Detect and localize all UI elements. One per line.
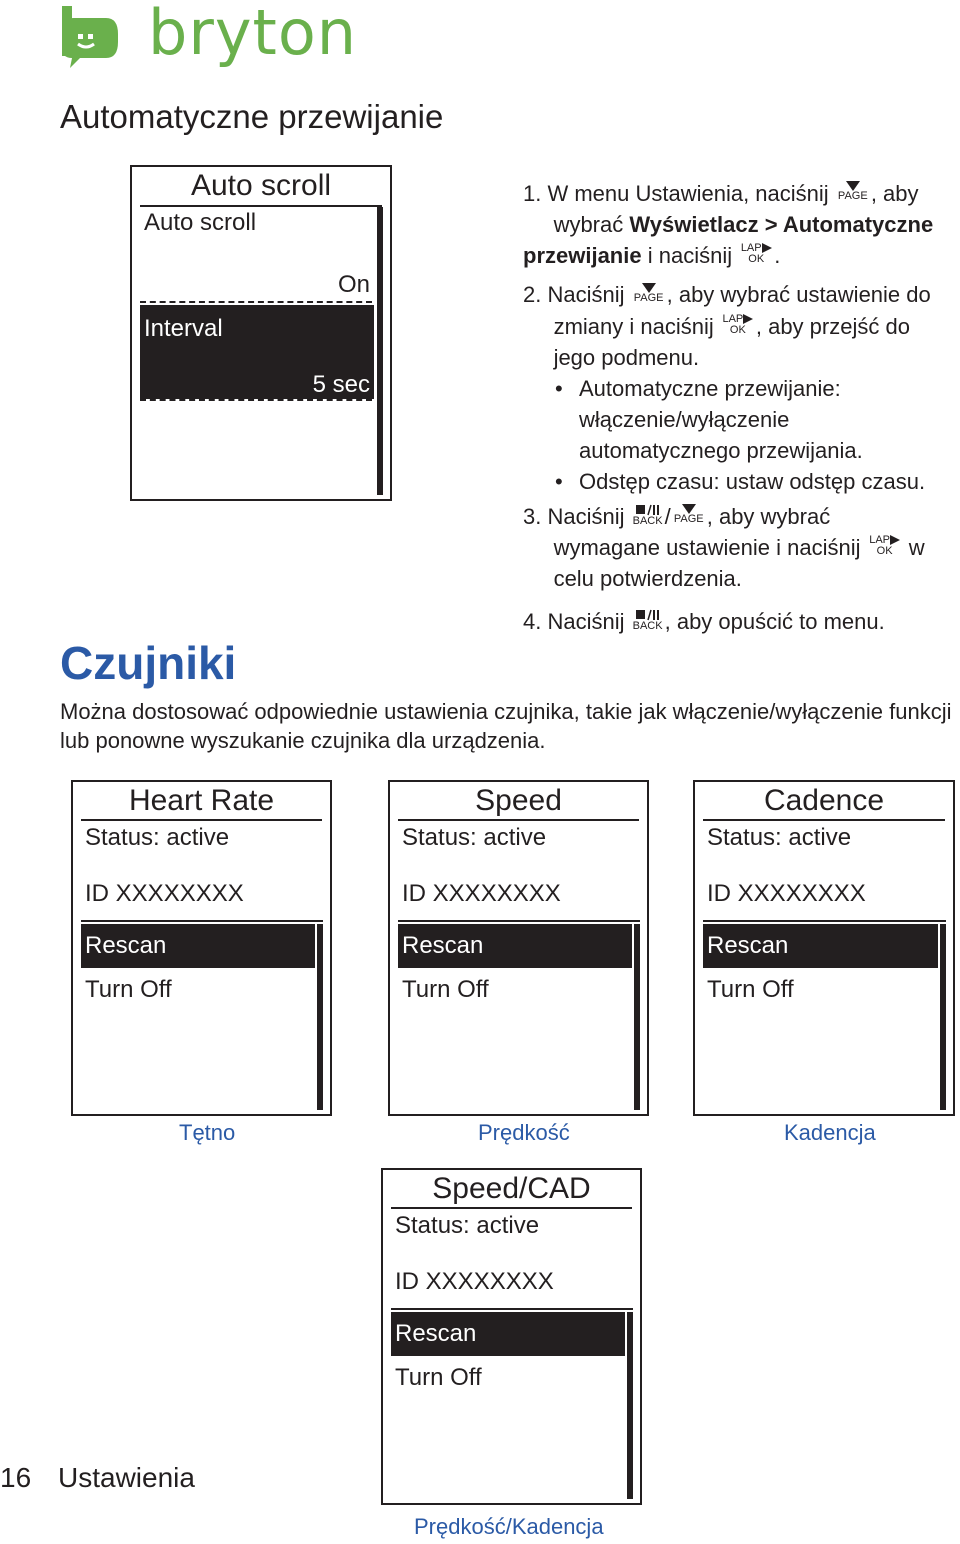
scrollbar xyxy=(317,924,323,1110)
scrollbar xyxy=(377,207,383,495)
page-number: 16 xyxy=(0,1462,32,1493)
divider xyxy=(81,920,323,922)
sensor-id: ID XXXXXXXX xyxy=(707,880,866,907)
brand-name: bryton xyxy=(148,0,358,69)
screen-title: Cadence xyxy=(763,784,885,817)
lap-ok-key-icon: LAP OK xyxy=(738,243,774,271)
screen-title: Auto scroll xyxy=(190,169,332,202)
divider xyxy=(398,920,640,922)
footer-section-label: Ustawienia xyxy=(58,1462,195,1493)
turn-off-option: Turn Off xyxy=(402,976,489,1003)
speed-screen xyxy=(388,780,649,1116)
caption-speed-cadence: Prędkość/Kadencja xyxy=(414,1514,604,1539)
status-text: Status: active xyxy=(395,1212,540,1239)
title-underline xyxy=(391,1207,632,1209)
step-1: 1. W menu Ustawienia, naciśnij PAGE , aby wybrać Wyświetlacz > Automatyczne przewijanie i naciśnij LAP OK . xyxy=(523,178,960,271)
interval-value: 5 sec xyxy=(312,371,370,398)
lap-ok-key-icon: LAP OK xyxy=(720,314,756,342)
section-title-auto-scroll: Automatyczne przewijanie xyxy=(60,98,444,135)
step-2: 2. Naciśnij PAGE , aby wybrać ustawienie do zmiany i naciśnij LAP OK , aby przejść do jego podmenu. xyxy=(523,282,931,370)
instruction-steps xyxy=(523,178,960,637)
divider xyxy=(391,1308,633,1310)
speed-cad-screen xyxy=(381,1168,642,1505)
back-key-icon: BACK xyxy=(631,609,665,637)
status-text: Status: active xyxy=(402,824,547,851)
auto-scroll-label: Auto scroll xyxy=(144,209,257,236)
page-key-icon: PAGE xyxy=(631,283,667,311)
heart-rate-screen xyxy=(71,780,332,1116)
rescan-option: Rescan xyxy=(395,1320,477,1347)
scrollbar xyxy=(940,924,946,1110)
step-3: 3. Naciśnij BACK/ PAGE , aby wybrać wymagane ustawienie i naciśnij LAP OK w celu potwierdzenia. xyxy=(523,503,925,592)
screen-title: Heart Rate xyxy=(128,784,275,817)
rescan-option: Rescan xyxy=(85,932,167,959)
status-text: Status: active xyxy=(85,824,230,851)
scrollbar xyxy=(634,924,640,1110)
dashed-divider xyxy=(140,399,372,401)
sensors-intro: Można dostosować odpowiednie ustawienia czujnika, takie jak włączenie/wyłączenie funkcji lub ponowne wyszukanie czujnika dla urządzenia. xyxy=(60,699,952,753)
sensor-id: ID XXXXXXXX xyxy=(402,880,561,907)
divider xyxy=(703,920,946,922)
sensor-id: ID XXXXXXXX xyxy=(85,880,244,907)
page-key-icon: PAGE xyxy=(671,504,707,532)
title-underline xyxy=(398,819,639,821)
bullet-interval: • Odstęp czasu: ustaw odstęp czasu. xyxy=(555,468,926,494)
turn-off-option: Turn Off xyxy=(85,976,172,1003)
bryton-logo xyxy=(60,0,358,74)
turn-off-option: Turn Off xyxy=(395,1364,482,1391)
status-text: Status: active xyxy=(707,824,852,851)
caption-heart-rate: Tętno xyxy=(179,1120,236,1145)
screen-title: Speed xyxy=(475,784,562,817)
title-underline xyxy=(703,819,945,821)
auto-scroll-screen xyxy=(130,165,392,501)
rescan-option: Rescan xyxy=(707,932,789,959)
cadence-screen xyxy=(693,780,955,1116)
bryton-logo-icon xyxy=(60,4,130,74)
interval-label: Interval xyxy=(144,315,223,342)
back-key-icon: BACK xyxy=(631,504,665,532)
auto-scroll-value: On xyxy=(337,271,370,298)
scrollbar xyxy=(627,1312,633,1499)
step-4: 4. Naciśnij BACK, aby opuścić to menu. xyxy=(523,606,960,637)
bullet-auto-scroll: • Automatyczne przewijanie: włączenie/wyłączenie automatycznego przewijania. xyxy=(555,375,863,463)
sensor-id: ID XXXXXXXX xyxy=(395,1268,554,1295)
screen-title: Speed/CAD xyxy=(432,1172,591,1205)
section-title-sensors: Czujniki xyxy=(60,637,237,689)
caption-cadence: Kadencja xyxy=(784,1120,876,1145)
title-underline xyxy=(81,819,322,821)
turn-off-option: Turn Off xyxy=(707,976,794,1003)
title-underline xyxy=(140,205,382,207)
caption-speed: Prędkość xyxy=(478,1120,570,1145)
dashed-divider xyxy=(140,301,372,303)
page-key-icon: PAGE xyxy=(835,181,871,209)
rescan-option: Rescan xyxy=(402,932,484,959)
lap-ok-key-icon: LAP OK xyxy=(867,535,903,563)
